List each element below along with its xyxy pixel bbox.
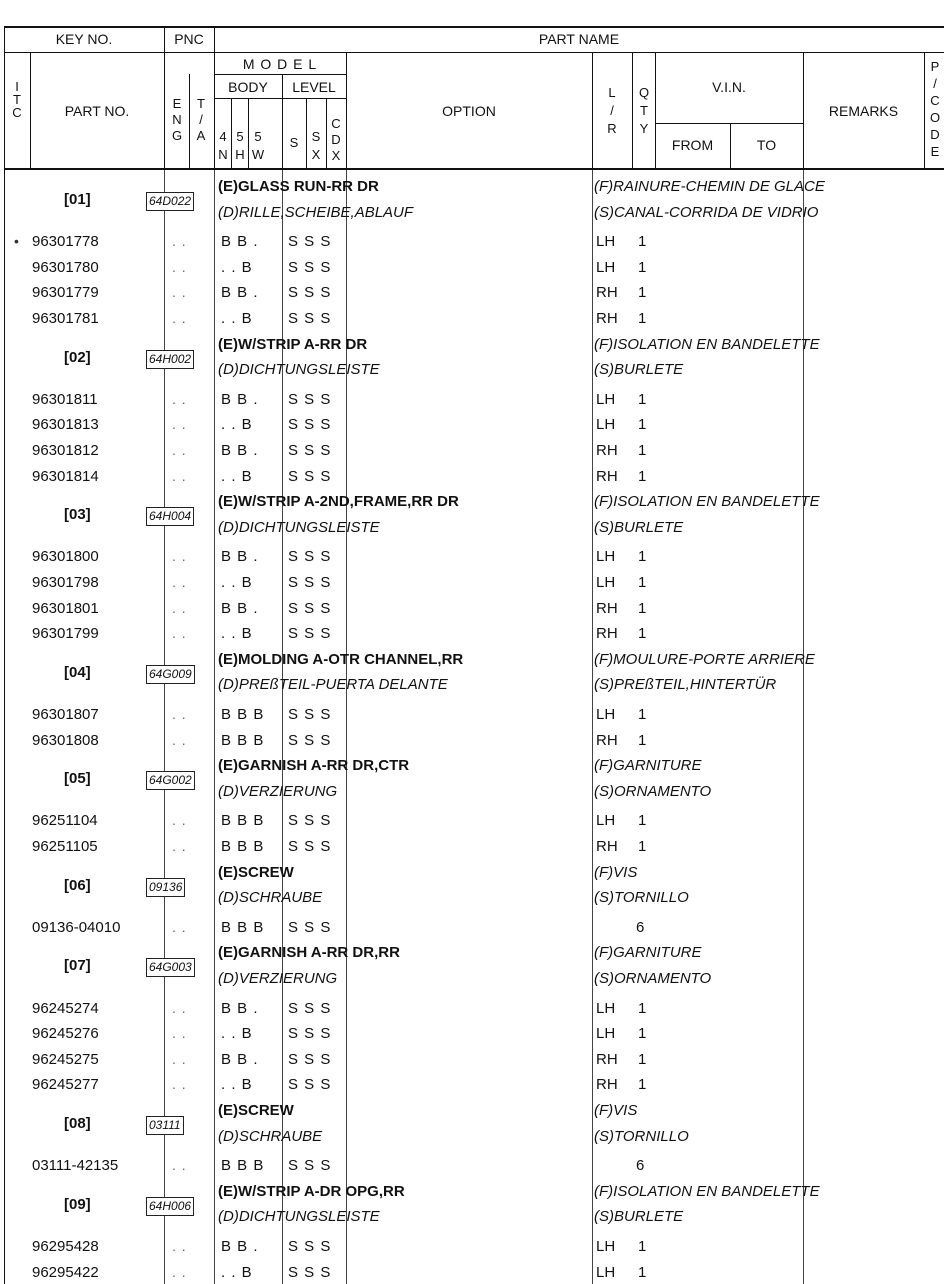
eng-ta-value: . . — [172, 1076, 187, 1093]
eng-ta-value: . . — [172, 706, 187, 722]
part-group-title-fr: (F)ISOLATION EN BANDELETTE — [594, 493, 820, 511]
qty-value: 1 — [638, 625, 648, 643]
model-header: M O D E L — [242, 56, 318, 72]
part-group-title-fr: (F)GARNITURE — [594, 757, 702, 775]
level-value: S S S — [288, 284, 332, 302]
level-col-divider-2 — [326, 98, 327, 168]
eng-ta-value: . . — [172, 999, 187, 1016]
new-part-marker: • — [14, 233, 19, 250]
lr-value: RH — [596, 838, 618, 855]
lr-value: RH — [596, 284, 618, 302]
qty-value: 1 — [638, 284, 648, 302]
body-line-pnc — [214, 170, 215, 1284]
vin-rule — [655, 123, 803, 124]
part-group-title-en: (E)MOLDING A-OTR CHANNEL,RR — [218, 650, 464, 668]
qty-value: 1 — [638, 731, 648, 749]
part-number: 03111-42135 — [32, 1157, 119, 1175]
part-group-title-de: (D)VERZIERUNG — [218, 782, 338, 800]
level-value: S S S — [288, 1025, 332, 1043]
qty-value: 1 — [638, 812, 648, 830]
part-number: 96251104 — [32, 812, 98, 830]
part-group-title-fr: (F)RAINURE-CHEMIN DE GLACE — [594, 178, 825, 195]
pnc-header: PNC — [174, 31, 204, 47]
part-number: 96295422 — [32, 1263, 99, 1281]
part-group-title-fr: (F)ISOLATION EN BANDELETTE — [594, 335, 820, 353]
body-value: B B B — [221, 731, 265, 749]
part-group-title-es: (S)BURLETE — [594, 1208, 684, 1226]
level-value: S S S — [288, 1076, 332, 1094]
level-value: S S S — [288, 310, 332, 327]
qty-value: 1 — [638, 258, 648, 276]
lr-value: LH — [596, 233, 616, 251]
qty-value: 1 — [638, 599, 648, 617]
eng-ta-value: . . — [172, 838, 187, 854]
part-number: 96301801 — [32, 599, 99, 617]
lr-value: RH — [596, 442, 618, 459]
part-number: 96301779 — [32, 284, 99, 302]
part-group-title-fr: (F)MOULURE-PORTE ARRIERE — [594, 650, 815, 668]
body-value: . . B — [221, 467, 253, 485]
eng-ta-value: . . — [172, 812, 187, 829]
eng-ta-value: . . — [172, 1050, 187, 1067]
part-group-title-es: (S)CANAL-CORRIDA DE VIDRIO — [594, 203, 819, 221]
part-group-title-es: (S)BURLETE — [594, 518, 684, 536]
eng-ta-value: . . — [172, 1025, 187, 1042]
qty-value: 1 — [638, 390, 648, 408]
lr-value: LH — [596, 1025, 616, 1043]
lr-value: LH — [596, 390, 616, 408]
body-value: B B . — [221, 442, 259, 459]
lr-value: LH — [596, 1263, 616, 1281]
level-value: S S S — [288, 706, 332, 723]
pnc-code: 09136 — [146, 878, 185, 897]
body-value: B B . — [221, 284, 259, 302]
level-value: S S S — [288, 1050, 332, 1068]
key-number: [01] — [64, 191, 91, 208]
body-value: B B . — [221, 390, 259, 408]
part-number: 96301811 — [32, 390, 98, 408]
vin-to-header: TO — [756, 137, 777, 153]
eng-ta-value: . . — [172, 548, 187, 565]
qty-value: 6 — [636, 1157, 646, 1175]
eng-header: E N G — [171, 96, 183, 143]
lr-value: LH — [596, 1238, 616, 1255]
key-number: [03] — [64, 506, 91, 524]
body-value: B B B — [221, 706, 265, 723]
part-number: 96301808 — [32, 731, 99, 749]
part-number: 96251105 — [32, 838, 98, 855]
body-value: B B B — [221, 918, 265, 936]
part-group-title-en: (E)W/STRIP A-RR DR — [218, 335, 368, 353]
body-col-divider-1 — [231, 98, 232, 168]
body-5h-header: 5 H — [235, 129, 245, 162]
level-value: S S S — [288, 467, 332, 485]
lr-value: LH — [596, 574, 616, 591]
qty-value: 1 — [638, 1238, 648, 1255]
body-value: B B . — [221, 599, 259, 617]
level-value: S S S — [288, 838, 332, 855]
part-group-title-es: (S)TORNILLO — [594, 1127, 689, 1145]
pnc-code: 64G003 — [146, 958, 195, 977]
body-col-divider-2 — [248, 98, 249, 168]
part-group-title-de: (D)DICHTUNGSLEISTE — [218, 361, 380, 379]
part-group-title-en: (E)SCREW — [218, 863, 294, 881]
qty-header: Q T Y — [638, 85, 650, 136]
pcode-header: P / C O D E — [929, 59, 941, 159]
part-number: 96245277 — [32, 1076, 99, 1094]
part-group-title-en: (E)SCREW — [218, 1102, 294, 1119]
qty-value: 1 — [638, 706, 648, 723]
vin-from-header: FROM — [671, 137, 714, 153]
part-number: 96245276 — [32, 1025, 99, 1043]
part-group-title-es: (S)ORNAMENTO — [594, 970, 712, 987]
qty-divider — [632, 52, 633, 168]
part-number: 96301799 — [32, 625, 99, 643]
level-value: S S S — [288, 812, 332, 830]
eng-ta-value: . . — [172, 467, 187, 484]
qty-value: 1 — [638, 1050, 648, 1068]
part-group-title-en: (E)GARNISH A-RR DR,CTR — [218, 757, 410, 775]
level-value: S S S — [288, 416, 332, 434]
body-value: B B . — [221, 1050, 259, 1068]
level-value: S S S — [288, 625, 332, 643]
eng-ta-value: . . — [172, 258, 187, 275]
part-group-title-en: (E)GARNISH A-RR DR,RR — [218, 944, 400, 962]
qty-value: 1 — [638, 574, 648, 591]
key-number: [06] — [64, 876, 91, 894]
level-header: LEVEL — [292, 79, 336, 95]
body-value: B B . — [221, 999, 259, 1017]
level-value: S S S — [288, 1157, 332, 1175]
key-number: [04] — [64, 663, 91, 681]
eng-ta-value: . . — [172, 233, 187, 250]
part-group-title-en: (E)GLASS RUN-RR DR — [218, 178, 379, 195]
body-header: BODY — [228, 79, 268, 95]
eng-ta-value: . . — [172, 625, 187, 642]
part-group-title-es: (S)ORNAMENTO — [594, 782, 712, 800]
lr-value: LH — [596, 258, 616, 276]
part-group-title-de: (D)VERZIERUNG — [218, 970, 338, 987]
pcode-divider — [924, 52, 925, 168]
pnc-code: 64H006 — [146, 1197, 194, 1216]
level-value: S S S — [288, 599, 332, 617]
part-number: 96301807 — [32, 706, 99, 723]
body-value: B B B — [221, 838, 265, 855]
part-group-title-de: (D)SCHRAUBE — [218, 889, 323, 907]
itc-header: I T C — [12, 79, 22, 120]
part-group-title-es: (S)PREßTEIL,HINTERTÜR — [594, 676, 777, 694]
level-value: S S S — [288, 918, 332, 936]
eng-ta-value: . . — [172, 310, 187, 326]
body-value: . . B — [221, 1263, 253, 1281]
part-group-title-fr: (F)ISOLATION EN BANDELETTE — [594, 1182, 820, 1200]
vin-header: V.I.N. — [712, 79, 746, 95]
body-value: B B . — [221, 1238, 259, 1255]
body-value: . . B — [221, 625, 253, 643]
qty-value: 1 — [638, 233, 648, 251]
qty-value: 1 — [638, 548, 648, 566]
part-number: 09136-04010 — [32, 918, 121, 936]
eng-ta-value: . . — [172, 1263, 187, 1280]
level-value: S S S — [288, 390, 332, 408]
part-number: 96301812 — [32, 442, 99, 459]
part-number: 96301781 — [32, 310, 99, 327]
qty-value: 1 — [638, 999, 648, 1017]
part-number: 96245274 — [32, 999, 99, 1017]
part-group-title-de: (D)RILLE,SCHEIBE,ABLAUF — [218, 203, 414, 221]
eng-ta-value: . . — [172, 442, 187, 458]
part-no-header: PART NO. — [64, 103, 130, 119]
body-value: . . B — [221, 1025, 253, 1043]
part-group-title-de: (D)SCHRAUBE — [218, 1127, 323, 1145]
level-col-divider-1 — [306, 98, 307, 168]
part-group-title-es: (S)BURLETE — [594, 361, 684, 379]
level-value: S S S — [288, 731, 332, 749]
lr-value: LH — [596, 706, 616, 723]
part-group-title-en: (E)W/STRIP A-DR OPG,RR — [218, 1182, 405, 1200]
key-number: [05] — [64, 770, 91, 788]
header-top-rule — [4, 26, 944, 28]
remarks-header: REMARKS — [828, 103, 899, 119]
model-rule — [214, 74, 346, 75]
body-value: . . B — [221, 310, 253, 327]
lr-header: L / R — [607, 85, 617, 136]
partno-divider — [164, 26, 165, 168]
ta-header: T / A — [196, 96, 206, 143]
key-number: [02] — [64, 348, 91, 366]
body-5w-header: 5 W — [251, 129, 265, 162]
lr-value: RH — [596, 467, 618, 485]
level-value: S S S — [288, 258, 332, 276]
part-number: 96301798 — [32, 574, 99, 591]
lr-value: RH — [596, 310, 618, 327]
qty-value: 1 — [638, 838, 648, 855]
pnc-code: 64G002 — [146, 771, 195, 790]
qty-value: 1 — [638, 416, 648, 434]
pnc-divider — [214, 26, 215, 168]
part-group-title-en: (E)W/STRIP A-2ND,FRAME,RR DR — [218, 493, 459, 511]
lr-value: LH — [596, 548, 616, 566]
pnc-code: 64G009 — [146, 665, 195, 684]
part-group-title-fr: (F)VIS — [594, 863, 638, 881]
part-number: 96295428 — [32, 1238, 99, 1255]
lr-value: LH — [596, 416, 616, 434]
part-number: 96245275 — [32, 1050, 99, 1068]
body-value: . . B — [221, 574, 253, 591]
key-number: [09] — [64, 1195, 91, 1213]
qty-value: 1 — [638, 310, 648, 327]
lr-value: RH — [596, 1076, 618, 1094]
qty-value: 6 — [636, 918, 646, 936]
part-group-title-fr: (F)GARNITURE — [594, 944, 702, 962]
level-s-header: S — [289, 135, 299, 150]
option-header: OPTION — [442, 103, 496, 119]
body-value: . . B — [221, 1076, 253, 1094]
body-value: B B . — [221, 233, 259, 251]
body-value: B B . — [221, 548, 259, 566]
part-number: 96301813 — [32, 416, 99, 434]
body-value: . . B — [221, 416, 253, 434]
lr-divider — [592, 52, 593, 168]
lr-value: RH — [596, 1050, 618, 1068]
part-number: 96301800 — [32, 548, 99, 566]
body-value: B B B — [221, 1157, 265, 1175]
eng-ta-value: . . — [172, 1238, 187, 1254]
eng-ta-value: . . — [172, 599, 187, 616]
level-value: S S S — [288, 574, 332, 591]
body-value: B B B — [221, 812, 265, 830]
pnc-code: 64H004 — [146, 507, 194, 526]
part-group-title-de: (D)DICHTUNGSLEISTE — [218, 1208, 380, 1226]
key-number: [08] — [64, 1115, 91, 1132]
pnc-code: 64H002 — [146, 350, 194, 369]
eng-ta-value: . . — [172, 416, 187, 433]
part-group-title-fr: (F)VIS — [594, 1102, 638, 1119]
pnc-code: 64D022 — [146, 192, 194, 211]
lr-value: LH — [596, 999, 616, 1017]
body-value: . . B — [221, 258, 253, 276]
body-4n-header: 4 N — [218, 129, 228, 162]
left-border — [4, 26, 5, 1284]
level-value: S S S — [288, 548, 332, 566]
qty-value: 1 — [638, 1076, 648, 1094]
lr-value: RH — [596, 731, 618, 749]
body-line-option — [592, 170, 593, 1284]
key-no-header: KEY NO. — [55, 31, 113, 47]
level-value: S S S — [288, 442, 332, 459]
level-sx-header: S X — [311, 129, 321, 162]
part-number: 96301778 — [32, 233, 99, 251]
eng-ta-value: . . — [172, 390, 187, 407]
qty-value: 1 — [638, 1025, 648, 1043]
qty-value: 1 — [638, 1263, 648, 1281]
part-group-title-es: (S)TORNILLO — [594, 889, 689, 907]
part-group-title-de: (D)DICHTUNGSLEISTE — [218, 518, 380, 536]
level-cdx-header: C D X — [331, 116, 341, 163]
pnc-code: 03111 — [146, 1116, 184, 1135]
lr-value: LH — [596, 812, 616, 830]
part-name-header: PART NAME — [538, 31, 620, 47]
eng-ta-value: . . — [172, 284, 187, 301]
eng-ta-value: . . — [172, 731, 187, 748]
level-value: S S S — [288, 999, 332, 1017]
eng-divider — [189, 74, 190, 168]
level-value: S S S — [288, 1263, 332, 1281]
qty-value: 1 — [638, 467, 648, 485]
part-group-title-de: (D)PREßTEIL-PUERTA DELANTE — [218, 676, 448, 694]
eng-ta-value: . . — [172, 574, 187, 590]
lr-value: RH — [596, 625, 618, 643]
eng-ta-value: . . — [172, 1157, 187, 1174]
level-value: S S S — [288, 1238, 332, 1255]
part-number: 96301814 — [32, 467, 99, 485]
level-value: S S S — [288, 233, 332, 251]
lr-value: RH — [596, 599, 618, 617]
eng-ta-value: . . — [172, 918, 187, 935]
part-number: 96301780 — [32, 258, 99, 276]
qty-value: 1 — [638, 442, 648, 459]
key-number: [07] — [64, 957, 91, 975]
